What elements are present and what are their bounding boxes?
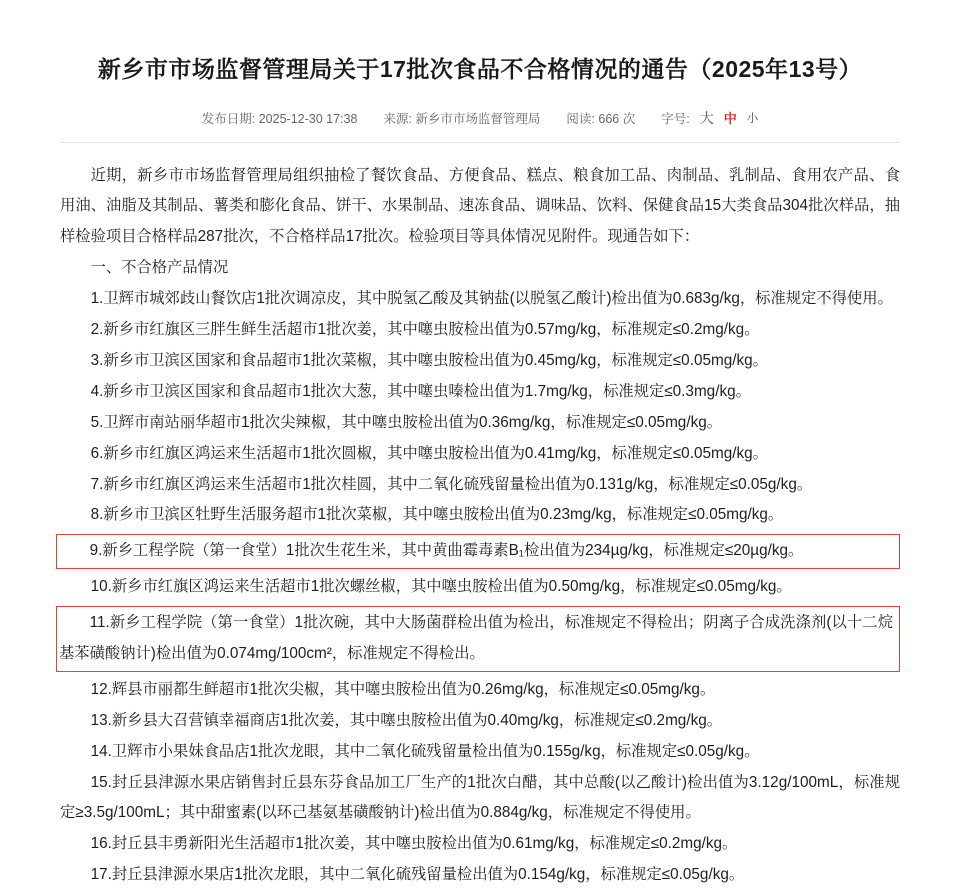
font-size-small-button[interactable]: 小: [746, 112, 759, 125]
list-item: 11.新乡工程学院（第一食堂）1批次碗，其中大肠菌群检出值为检出，标准规定不得检出；阴离子合成洗涤剂(以十二烷基苯磺酸钠计)检出值为0.074mg/100cm²，标准规定不得检出。: [59, 614, 893, 662]
header-divider: [60, 142, 900, 143]
font-size-controls: [661, 108, 758, 128]
source-label: 来源:: [383, 111, 412, 126]
list-item: 5.卫辉市南站丽华超市1批次尖辣椒，其中噻虫胺检出值为0.36mg/kg，标准规定≤0.05mg/kg。: [90, 413, 723, 431]
list-item: 7.新乡市红旗区鸿运来生活超市1批次桂圆，其中二氧化硫残留量检出值为0.131g/kg，标准规定≤0.05g/kg。: [90, 475, 813, 493]
list-item: 8.新乡市卫滨区牡野生活服务超市1批次菜椒，其中噻虫胺检出值为0.23mg/kg，标准规定≤0.05mg/kg。: [90, 506, 784, 524]
list-item: 1.卫辉市城郊歧山餐饮店1批次调凉皮，其中脱氢乙酸及其钠盐(以脱氢乙酸计)检出值为0.683g/kg，标准规定不得使用。: [90, 290, 893, 308]
list-item: 3.新乡市卫滨区国家和食品超市1批次菜椒，其中噻虫胺检出值为0.45mg/kg，标准规定≤0.05mg/kg。: [90, 351, 768, 369]
view-count-value: 666 次: [598, 111, 636, 126]
view-count: [566, 109, 635, 127]
list-item: 12.辉县市丽都生鲜超市1批次尖椒，其中噻虫胺检出值为0.26mg/kg，标准规定≤0.05mg/kg。: [90, 680, 716, 698]
publish-date: [202, 109, 358, 127]
list-item: 6.新乡市红旗区鸿运来生活超市1批次圆椒，其中噻虫胺检出值为0.41mg/kg，标准规定≤0.05mg/kg。: [90, 444, 768, 462]
list-item: 14.卫辉市小果妹食品店1批次龙眼，其中二氧化硫残留量检出值为0.155g/kg，标准规定≤0.05g/kg。: [90, 742, 760, 760]
font-size-medium-button[interactable]: 中: [723, 111, 737, 127]
section-heading: 一、不合格产品情况: [90, 259, 229, 277]
highlighted-item-box: [56, 534, 900, 569]
publish-date-value: 2025-12-30 17:38: [258, 111, 358, 126]
publish-date-label: 发布日期:: [201, 111, 256, 126]
list-item: 17.封丘县津源水果店1批次龙眼，其中二氧化硫残留量检出值为0.154g/kg，标准规定≤0.05g/kg。: [90, 866, 745, 884]
article-meta: [60, 108, 900, 128]
font-size-label: 字号:: [661, 111, 690, 126]
noncompliant-item-list: [60, 284, 900, 891]
document-page: [0, 15, 960, 884]
view-count-label: 阅读:: [566, 111, 595, 126]
article-body: [60, 161, 900, 891]
list-item: 16.封丘县丰勇新阳光生活超市1批次姜，其中噻虫胺检出值为0.61mg/kg，标准规定≤0.2mg/kg。: [90, 835, 738, 853]
list-item: 4.新乡市卫滨区国家和食品超市1批次大葱，其中噻虫嗪检出值为1.7mg/kg，标准规定≤0.3mg/kg。: [90, 382, 751, 400]
highlighted-item-box: [56, 606, 900, 672]
page-title: 新乡市市场监督管理局关于17批次食品不合格情况的通告（2025年13号）: [97, 56, 863, 83]
intro-paragraph: 近期，新乡市市场监督管理局组织抽检了餐饮食品、方便食品、糕点、粮食加工品、肉制品、乳制品、食用农产品、食用油、油脂及其制品、薯类和膨化食品、饼干、水果制品、速冻食品、调味品、饮料、保健食品15大类食品304批次样品，抽样检验项目合格样品287批次，不合格样品17批次。检验项目等具体情况见附件。现通告如下：: [60, 166, 900, 246]
list-item: 15.封丘县津源水果店销售封丘县东芬食品加工厂生产的1批次白醋，其中总酸(以乙酸计)检出值为3.12g/100mL，标准规定≥3.5g/100mL；其中甜蜜素(以环己基氨基磺酸钠计)检出值为0.884g/kg，标准规定不得使用。: [60, 773, 900, 822]
list-item: 9.新乡工程学院（第一食堂）1批次生花生米，其中黄曲霉毒素B₁检出值为234µg/kg，标准规定≤20µg/kg。: [89, 542, 804, 560]
source: [383, 109, 540, 127]
font-size-large-button[interactable]: 大: [699, 109, 714, 126]
source-value: 新乡市市场监督管理局: [415, 111, 541, 126]
list-item: 10.新乡市红旗区鸿运来生活超市1批次螺丝椒，其中噻虫胺检出值为0.50mg/kg，标准规定≤0.05mg/kg。: [90, 578, 792, 596]
list-item: 2.新乡市红旗区三胖生鲜生活超市1批次姜，其中噻虫胺检出值为0.57mg/kg，标准规定≤0.2mg/kg。: [90, 321, 760, 339]
list-item: 13.新乡县大召营镇幸福商店1批次姜，其中噻虫胺检出值为0.40mg/kg，标准规定≤0.2mg/kg。: [90, 711, 723, 729]
